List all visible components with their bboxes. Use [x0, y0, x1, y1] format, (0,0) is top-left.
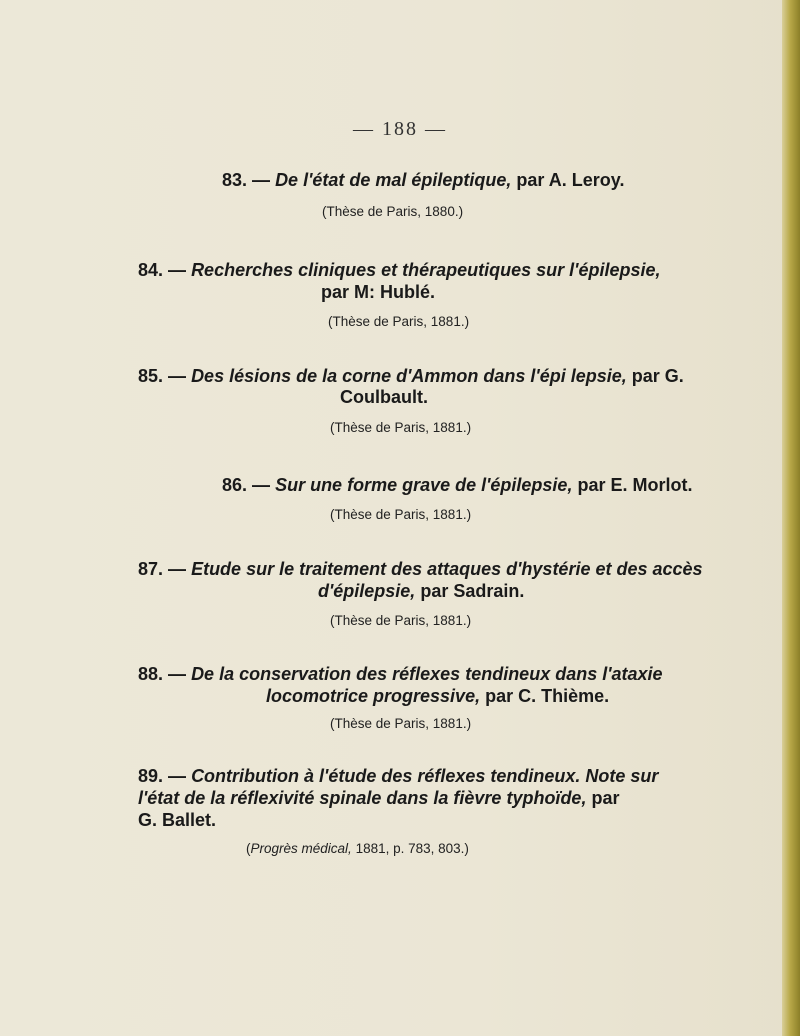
entry-source: (Thèse de Paris, 1881.): [330, 613, 472, 628]
entry-title-cont: l'état de la réflexivité spinale dans la fièvre typhoïde,: [138, 788, 587, 808]
entry-dash: —: [168, 366, 187, 386]
entry-source: (Thèse de Paris, 1881.): [330, 716, 472, 731]
entry-dash: —: [168, 766, 187, 786]
entry-85: [138, 364, 684, 435]
entry-title: Recherches cliniques et thérapeutiques sur l'épilepsie,: [191, 260, 661, 280]
entry-author: par E. Morlot.: [577, 475, 693, 495]
entry-title: Des lésions de la corne d'Ammon dans l'épi lepsie,: [191, 366, 627, 386]
entry-title-cont: locomotrice progressive,: [266, 686, 481, 706]
entry-author: par C. Thième.: [485, 686, 610, 706]
entry-87: [138, 557, 703, 628]
entry-title: Contribution à l'étude des réflexes tendineux. Note sur: [191, 766, 659, 786]
source-detail: 1881, p. 783, 803.): [355, 841, 469, 856]
entry-line-1: [138, 557, 703, 581]
entry-line-2: Coulbault.: [340, 387, 428, 407]
source-journal: Progrès médical,: [250, 841, 352, 856]
entry-number: 88.: [138, 664, 164, 684]
page-number: — 188 —: [353, 118, 447, 140]
entry-source: (Thèse de Paris, 1881.): [328, 314, 470, 329]
entry-dash: —: [252, 475, 271, 495]
entry-title: De la conservation des réflexes tendineux dans l'ataxie: [191, 664, 663, 684]
entry-86: [222, 473, 693, 522]
entry-source: (Thèse de Paris, 1881.): [330, 507, 472, 522]
entry-source: [246, 841, 469, 856]
entry-line-1: [138, 364, 684, 388]
entry-author: par G.: [631, 366, 684, 386]
entry-number: 89.: [138, 766, 164, 786]
entry-line-1: [222, 168, 625, 192]
entry-author: par Sadrain.: [420, 581, 525, 601]
entry-number: 83.: [222, 170, 248, 190]
entry-source: (Thèse de Paris, 1880.): [322, 204, 464, 219]
page-edge: [782, 0, 800, 1036]
entry-dash: —: [168, 260, 187, 280]
entry-source: (Thèse de Paris, 1881.): [330, 420, 472, 435]
entry-title: De l'état de mal épileptique,: [275, 170, 512, 190]
entry-line-1: [222, 473, 693, 497]
entry-number: 86.: [222, 475, 248, 495]
entry-line-2: par M: Hublé.: [321, 282, 436, 302]
entry-line-2: [318, 579, 524, 603]
entry-line-3: G. Ballet.: [138, 810, 217, 830]
source-open: (: [246, 841, 251, 856]
entry-title: Etude sur le traitement des attaques d'hystérie et des accès: [191, 559, 703, 579]
entry-83: [222, 168, 625, 219]
entry-line-1: [138, 764, 659, 788]
entry-89: [138, 764, 659, 856]
entry-number: 84.: [138, 260, 164, 280]
entry-number: 85.: [138, 366, 164, 386]
entry-line-1: [138, 662, 663, 686]
entry-author: par: [591, 788, 620, 808]
entry-title: Sur une forme grave de l'épilepsie,: [275, 475, 573, 495]
entry-line-2: [138, 786, 619, 810]
entry-84: [138, 258, 661, 329]
entry-author: par A. Leroy.: [516, 170, 625, 190]
entry-dash: —: [252, 170, 271, 190]
entry-88: [138, 662, 663, 731]
entry-title-cont: d'épilepsie,: [318, 581, 416, 601]
entry-line-1: [138, 258, 661, 282]
entry-dash: —: [168, 559, 187, 579]
entry-number: 87.: [138, 559, 164, 579]
entry-dash: —: [168, 664, 187, 684]
entry-line-2: [266, 684, 609, 708]
